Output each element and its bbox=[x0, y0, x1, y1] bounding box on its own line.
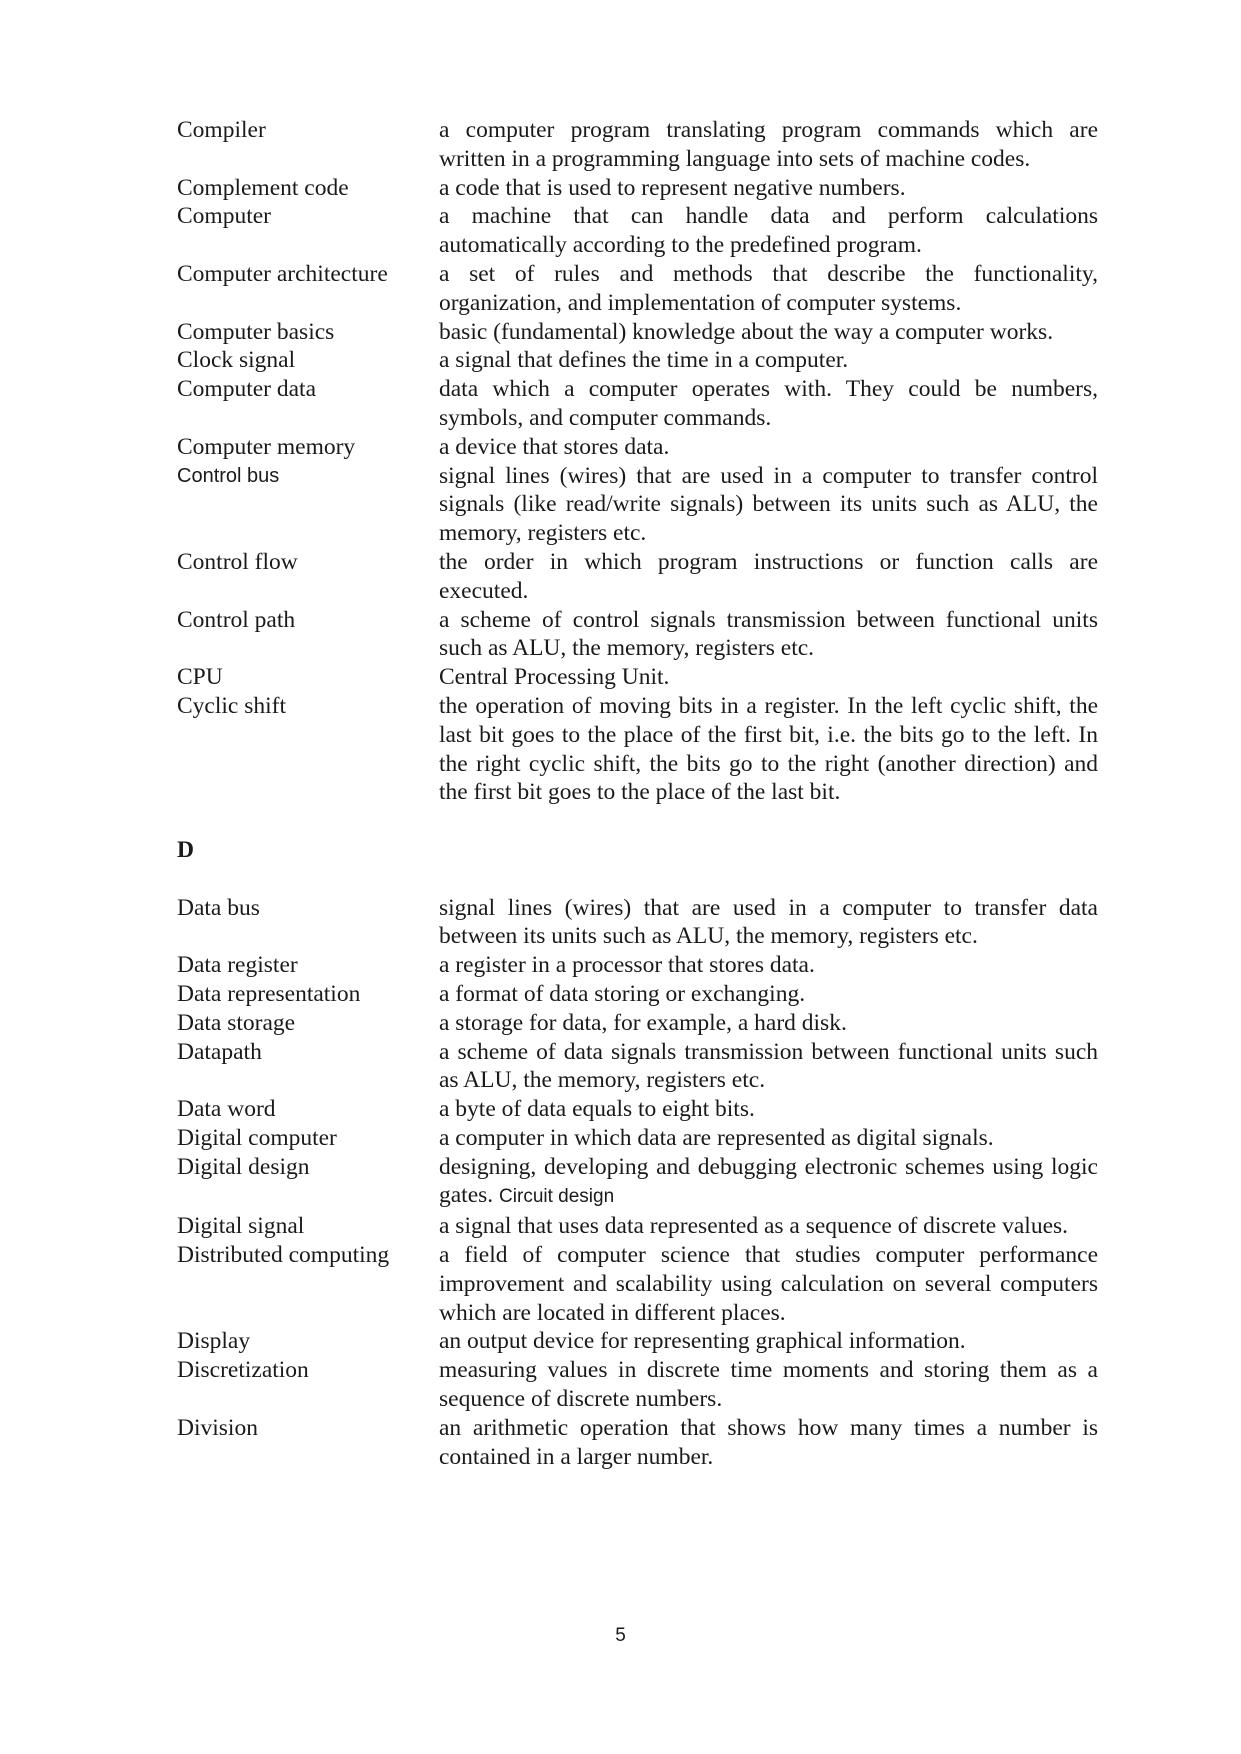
glossary-entry bbox=[177, 663, 1098, 692]
term: Data storage bbox=[177, 1009, 296, 1036]
definition: Central Processing Unit. bbox=[439, 664, 670, 691]
definition: a storage for data, for example, a hard disk. bbox=[439, 1009, 847, 1036]
definition: the order in which program instructions or function calls are executed. bbox=[439, 548, 1098, 604]
glossary-entry bbox=[177, 1327, 1098, 1356]
definition: signal lines (wires) that are used in a computer to transfer data between its units such as ALU, the memory, registers etc. bbox=[439, 894, 1098, 950]
term: Data word bbox=[177, 1096, 276, 1123]
term: Data representation bbox=[177, 980, 361, 1007]
glossary-entry bbox=[177, 951, 1098, 980]
spacer bbox=[177, 865, 1098, 894]
term: Datapath bbox=[177, 1038, 262, 1065]
glossary-entry bbox=[177, 894, 1098, 952]
term: Distributed computing bbox=[177, 1242, 390, 1269]
term: Computer basics bbox=[177, 318, 335, 345]
term: Division bbox=[177, 1414, 258, 1441]
glossary-page bbox=[177, 116, 1098, 1471]
definition: measuring values in discrete time moments and storing them as a sequence of discrete numbers. bbox=[439, 1357, 1098, 1413]
glossary-entry bbox=[177, 606, 1098, 664]
definition: an output device for representing graphical information. bbox=[439, 1328, 966, 1355]
glossary-entry bbox=[177, 1241, 1098, 1327]
definition-suffix: Circuit design bbox=[499, 1186, 615, 1208]
glossary-entry bbox=[177, 980, 1098, 1009]
definition: a signal that uses data represented as a sequence of discrete values. bbox=[439, 1213, 1069, 1240]
glossary-entry bbox=[177, 1038, 1098, 1096]
spacer bbox=[177, 807, 1098, 836]
definition: a machine that can handle data and perform calculations automatically according to the predefined program. bbox=[439, 203, 1098, 259]
term: Digital signal bbox=[177, 1213, 305, 1240]
definition: a computer in which data are represented as digital signals. bbox=[439, 1124, 994, 1151]
glossary-entry bbox=[177, 1414, 1098, 1472]
definition: a field of computer science that studies computer performance improvement and scalability using calculation on several computers which are located in different places. bbox=[439, 1242, 1098, 1326]
term: Complement code bbox=[177, 174, 349, 201]
term: Digital design bbox=[177, 1153, 310, 1180]
definition: a format of data storing or exchanging. bbox=[439, 980, 806, 1007]
definition: a register in a processor that stores data. bbox=[439, 952, 815, 979]
term: Cyclic shift bbox=[177, 692, 286, 719]
term: Computer bbox=[177, 203, 271, 230]
term: Display bbox=[177, 1328, 251, 1355]
term: Compiler bbox=[177, 117, 266, 143]
glossary-entry bbox=[177, 1356, 1098, 1414]
glossary-entry bbox=[177, 116, 1098, 174]
section-heading: D bbox=[177, 836, 194, 863]
term: Discretization bbox=[177, 1357, 309, 1384]
term: Computer memory bbox=[177, 433, 356, 460]
definition: a scheme of data signals transmission between functional units such as ALU, the memory, registers etc. bbox=[439, 1038, 1098, 1094]
definition: basic (fundamental) knowledge about the way a computer works. bbox=[439, 318, 1054, 345]
glossary-entry bbox=[177, 433, 1098, 462]
glossary-entry bbox=[177, 260, 1098, 318]
glossary-entry bbox=[177, 1153, 1098, 1213]
term: Data bus bbox=[177, 894, 260, 921]
definition: a scheme of control signals transmission between functional units such as ALU, the memory, registers etc. bbox=[439, 606, 1098, 662]
definition: an arithmetic operation that shows how many times a number is contained in a larger number. bbox=[439, 1414, 1098, 1470]
term: Digital computer bbox=[177, 1124, 337, 1151]
glossary-entry bbox=[177, 1124, 1098, 1153]
glossary-entry bbox=[177, 1212, 1098, 1241]
term: Control bus bbox=[177, 464, 280, 487]
glossary-entry bbox=[177, 462, 1098, 548]
definition: a set of rules and methods that describe the functionality, organization, and implementation of computer systems. bbox=[439, 260, 1098, 316]
term: Control path bbox=[177, 606, 296, 633]
term: Control flow bbox=[177, 548, 298, 575]
definition-text: designing, developing and debugging electronic schemes using logic gates. bbox=[439, 1153, 1098, 1209]
glossary-entry bbox=[177, 174, 1098, 203]
term: Computer data bbox=[177, 376, 317, 403]
glossary-entry bbox=[177, 375, 1098, 433]
glossary-entry bbox=[177, 318, 1098, 347]
glossary-entry bbox=[177, 202, 1098, 260]
definition: a code that is used to represent negative numbers. bbox=[439, 174, 906, 201]
definition: a byte of data equals to eight bits. bbox=[439, 1096, 755, 1123]
glossary-entry bbox=[177, 1009, 1098, 1038]
term: CPU bbox=[177, 664, 223, 691]
definition: a signal that defines the time in a computer. bbox=[439, 347, 849, 374]
glossary-entry bbox=[177, 692, 1098, 807]
definition bbox=[439, 1153, 1098, 1213]
definition: a computer program translating program commands which are written in a programming language into sets of machine codes. bbox=[439, 117, 1098, 172]
definition: signal lines (wires) that are used in a computer to transfer control signals (like read/write signals) between its units such as ALU, the memory, registers etc. bbox=[439, 462, 1098, 547]
glossary-entry bbox=[177, 346, 1098, 375]
glossary-entry bbox=[177, 548, 1098, 606]
term: Computer architecture bbox=[177, 260, 388, 287]
glossary-entry bbox=[177, 1095, 1098, 1124]
definition: data which a computer operates with. They could be numbers, symbols, and computer commands. bbox=[439, 376, 1098, 431]
definition: the operation of moving bits in a register. In the left cyclic shift, the last bit goes to the place of the first bit, i.e. the bits go to the left. In the right cyclic shift, the bits go to the right (another direction) and the first bit goes to the place of the last bit. bbox=[439, 692, 1098, 806]
page-number: 5 bbox=[615, 1625, 626, 1646]
term: Data register bbox=[177, 952, 298, 979]
definition: a device that stores data. bbox=[439, 433, 670, 460]
term: Clock signal bbox=[177, 347, 296, 374]
